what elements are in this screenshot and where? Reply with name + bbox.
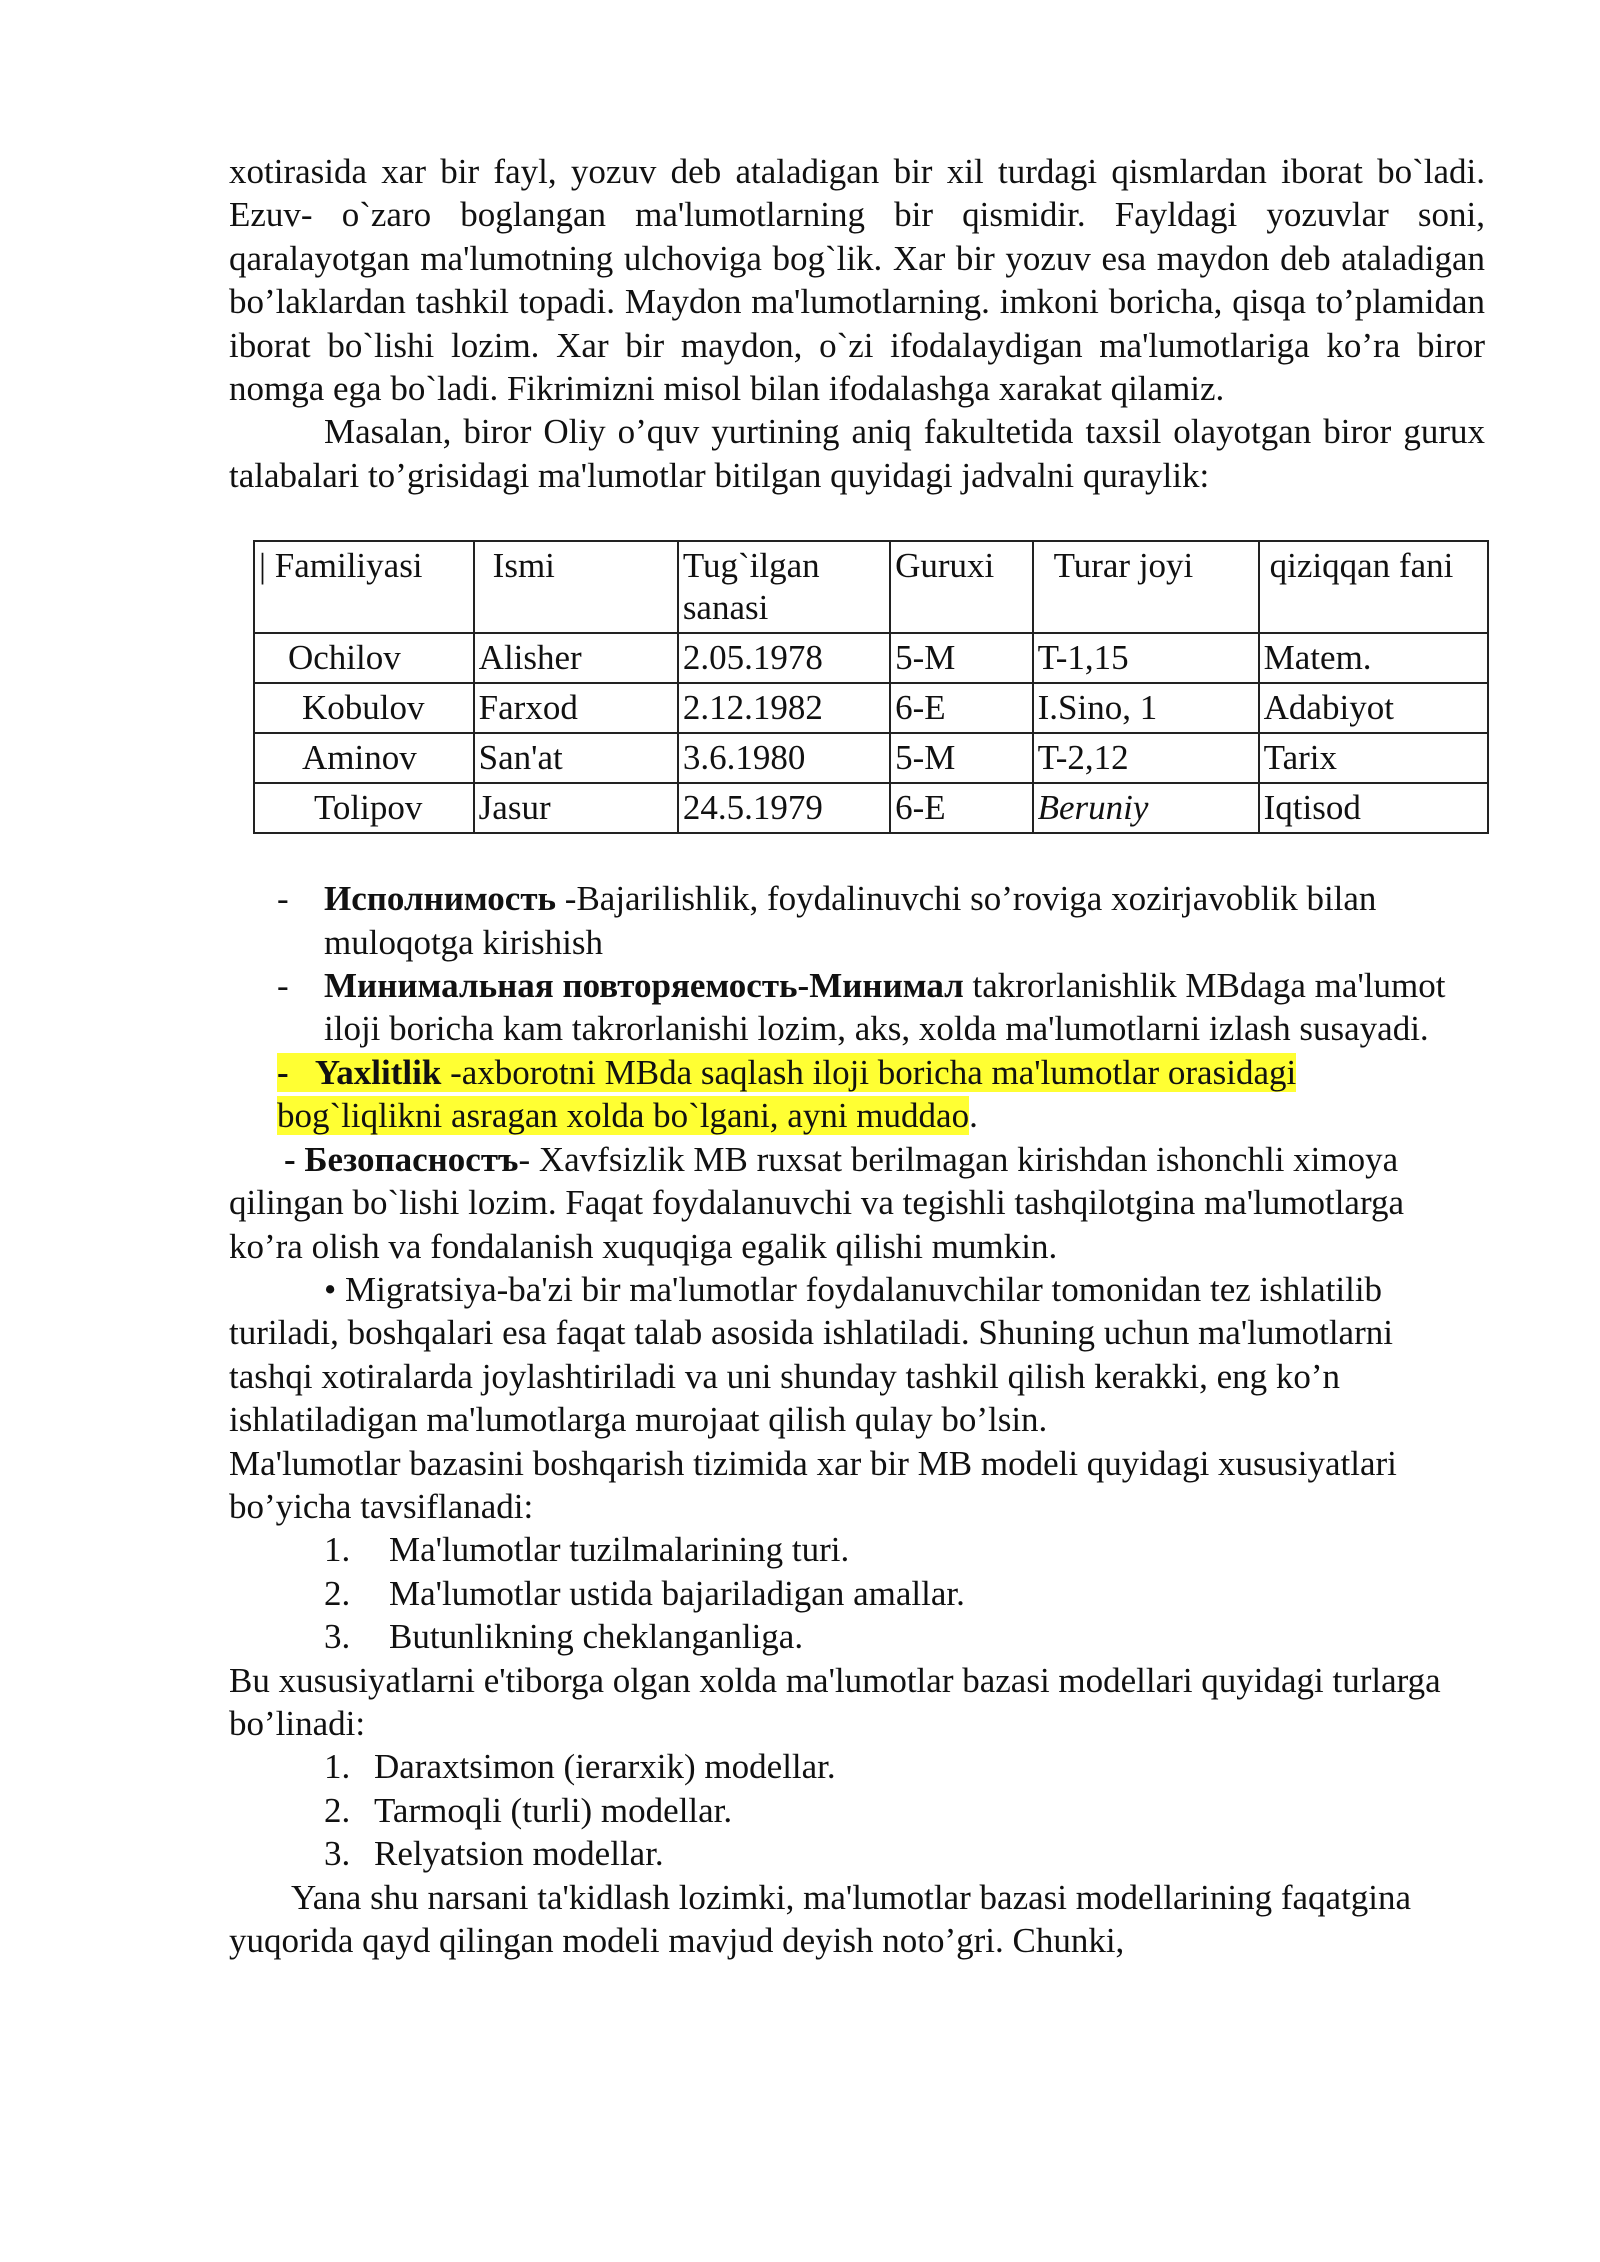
cell-turar-joyi: T-1,15 xyxy=(1033,633,1259,683)
minimal-text: takrorlanishlik MBdaga ma'lumot iloji boricha kam takrorlanishi lozim, aks, xolda ma'lumotlarni izlash susayadi. xyxy=(324,966,1446,1049)
cell-turar-joyi: Beruniy xyxy=(1033,783,1259,833)
cell-ismi: Jasur xyxy=(474,783,678,833)
list-number: 3. xyxy=(324,1834,351,1874)
list-item-bezopasnost xyxy=(229,1138,1485,1268)
list-number: 1. xyxy=(324,1530,351,1570)
list-item xyxy=(229,1745,1485,1788)
models-list xyxy=(229,1745,1485,1875)
cell-gurux: 5-M xyxy=(890,733,1032,783)
list-text: Ma'lumotlar tuzilmalarining turi. xyxy=(389,1530,850,1570)
xususiyat-paragraph: Bu xususiyatlarni e'tiborga olgan xolda ma'lumotlar bazasi modellari quyidagi turlarga bo’linadi: xyxy=(229,1660,1441,1743)
cell-familiyasi: Tolipov xyxy=(254,783,474,833)
list-number: 1. xyxy=(324,1747,351,1787)
table-row xyxy=(254,783,1488,833)
features-list xyxy=(229,1528,1485,1658)
list-dash: - xyxy=(277,966,289,1006)
table-row xyxy=(254,683,1488,733)
cell-gurux: 6-E xyxy=(890,683,1032,733)
cell-ismi: Farxod xyxy=(474,683,678,733)
document-page xyxy=(229,150,1485,1962)
cell-fan: Adabiyot xyxy=(1259,683,1488,733)
bezopasnost-title: Безопасностъ xyxy=(304,1139,519,1179)
list-item xyxy=(229,1615,1485,1658)
header-turar-joyi: Turar joyi xyxy=(1033,541,1259,633)
yana-paragraph: Yana shu narsani ta'kidlash lozimki, ma'lumotlar bazasi modellarining faqatgina yuqorida qayd qilingan modeli mavjud deyish noto’gri. Chunki, xyxy=(229,1877,1412,1960)
cell-fan: Tarix xyxy=(1259,733,1488,783)
migratsiya-paragraph: • Migratsiya-ba'zi bir ma'lumotlar foydalanuvchilar tomonidan tez ishlatilib turiladi, boshqalari esa faqat talab asosida ishlatiladi. Shuning uchun ma'lumotlarni tashqi xotiralarda joylashtiriladi va uni shunday tashkil qilish kerakki, eng ko’n ishlatiladigan ma'lumotlarga murojaat qilish qulay bo’lsin. xyxy=(229,1269,1393,1440)
header-familiyasi: | Familiyasi xyxy=(254,541,474,633)
cell-gurux: 6-E xyxy=(890,783,1032,833)
list-item xyxy=(229,1528,1485,1571)
list-text: Daraxtsimon (ierarxik) modellar. xyxy=(374,1747,836,1787)
list-text: Relyatsion modellar. xyxy=(374,1834,664,1874)
header-guruxi: Guruxi xyxy=(890,541,1032,633)
table-row xyxy=(254,633,1488,683)
list-text: Butunlikning cheklanganliga. xyxy=(389,1617,804,1657)
students-table xyxy=(253,540,1489,834)
cell-familiyasi: Aminov xyxy=(254,733,474,783)
yaxlitlik-title: Yaxlitlik xyxy=(314,1052,442,1092)
yaxlitlik-text: -axborotni MBda saqlash iloji boricha ma'lumotlar orasidagi bog`liqlikni asragan xolda bo`lgani, ayni muddao xyxy=(277,1052,1297,1136)
cell-fan: Iqtisod xyxy=(1259,783,1488,833)
table-row xyxy=(254,733,1488,783)
cell-sana: 2.12.1982 xyxy=(678,683,890,733)
yaxlitlik-end: . xyxy=(969,1096,978,1136)
example-paragraph: Masalan, biror Oliy o’quv yurtining aniq fakultetida taxsil olayotgan biror gurux talabalari to’grisidagi ma'lumotlar bitilgan quyidagi jadvalni quraylik: xyxy=(229,412,1485,495)
list-item xyxy=(229,1832,1485,1875)
list-dash: - xyxy=(284,1139,296,1179)
minimal-title: Минимальная повторяемость-Минимал xyxy=(324,966,964,1006)
list-item xyxy=(229,1789,1485,1832)
list-dash: - xyxy=(277,1052,289,1092)
cell-sana: 3.6.1980 xyxy=(678,733,890,783)
cell-fan: Matem. xyxy=(1259,633,1488,683)
cell-ismi: San'at xyxy=(474,733,678,783)
list-item xyxy=(229,1572,1485,1615)
mbbt-paragraph: Ma'lumotlar bazasini boshqarish tizimida xar bir MB modeli quyidagi xususiyatlari bo’yicha tavsiflanadi: xyxy=(229,1443,1397,1526)
cell-sana: 2.05.1978 xyxy=(678,633,890,683)
list-text: Ma'lumotlar ustida bajariladigan amallar. xyxy=(389,1573,965,1613)
header-ismi: Ismi xyxy=(474,541,678,633)
cell-turar-joyi: I.Sino, 1 xyxy=(1033,683,1259,733)
list-number: 2. xyxy=(324,1573,351,1613)
cell-familiyasi: Ochilov xyxy=(254,633,474,683)
list-text: Tarmoqli (turli) modellar. xyxy=(374,1790,733,1830)
header-qiziqqan-fani: qiziqqan fani xyxy=(1259,541,1488,633)
header-tugilgan-sanasi: Tug`ilgan sanasi xyxy=(678,541,890,633)
list-item-ispolnimost xyxy=(229,877,1485,964)
cell-sana: 24.5.1979 xyxy=(678,783,890,833)
cell-ismi: Alisher xyxy=(474,633,678,683)
list-item-minimal xyxy=(229,964,1485,1051)
cell-gurux: 5-M xyxy=(890,633,1032,683)
cell-familiyasi: Kobulov xyxy=(254,683,474,733)
list-number: 2. xyxy=(324,1790,351,1830)
table-header-row xyxy=(254,541,1488,633)
list-number: 3. xyxy=(324,1617,351,1657)
bezopasnost-text: - Xavfsizlik MB ruxsat berilmagan kirishdan ishonchli ximoya qilingan bo`lishi lozim. Faqat foydalanuvchi va tegishli tashqilotgina ma'lumotlarga ko’ra olish va fondalanish xuquqiga egalik qilishi mumkin. xyxy=(229,1139,1405,1266)
list-item-yaxlitlik xyxy=(277,1051,1447,1138)
ispolnimost-text: -Bajarilishlik, foydalinuvchi so’roviga xozirjavoblik bilan muloqotga kirishish xyxy=(324,879,1377,962)
properties-list xyxy=(229,877,1485,1268)
cell-turar-joyi: T-2,12 xyxy=(1033,733,1259,783)
list-dash: - xyxy=(277,879,289,919)
intro-paragraph: xotirasida xar bir fayl, yozuv deb ataladigan bir xil turdagi qismlardan iborat bo`ladi. Ezuv- o`zaro boglangan ma'lumotlarning bir qismidir. Fayldagi yozuvlar soni, qaralayotgan ma'lumotning ulchoviga bog`lik. Xar bir yozuv esa maydon deb ataladigan bo’laklardan tashkil topadi. Maydon ma'lumotlarning. imkoni boricha, qisqa to’plamidan iborat bo`lishi lozim. Xar bir maydon, o`zi ifodalaydigan ma'lumotlariga ko’ra biror nomga ega bo`ladi. Fikrimizni misol bilan ifodalashga xarakat qilamiz. xyxy=(229,152,1485,409)
ispolnimost-title: Исполнимость xyxy=(324,879,557,919)
